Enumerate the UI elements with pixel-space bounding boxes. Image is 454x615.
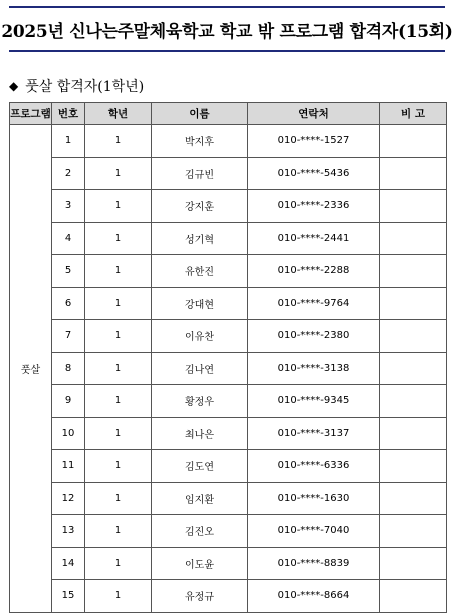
roster-table bbox=[9, 102, 447, 613]
grade-cell: 1 bbox=[85, 417, 152, 450]
note-cell bbox=[380, 320, 447, 353]
grade-cell: 1 bbox=[85, 222, 152, 255]
table-row bbox=[10, 482, 447, 515]
grade-cell: 1 bbox=[85, 515, 152, 548]
contact-cell: 010-****-1527 bbox=[248, 125, 380, 158]
column-header-contact: 연락처 bbox=[248, 103, 380, 125]
note-cell bbox=[380, 352, 447, 385]
table-row bbox=[10, 385, 447, 418]
note-cell bbox=[380, 482, 447, 515]
number-cell: 2 bbox=[52, 157, 85, 190]
note-cell bbox=[380, 547, 447, 580]
number-cell: 3 bbox=[52, 190, 85, 223]
name-cell: 김도연 bbox=[152, 450, 248, 483]
contact-cell: 010-****-9345 bbox=[248, 385, 380, 418]
table-row bbox=[10, 222, 447, 255]
column-header-program: 프로그램 bbox=[10, 103, 52, 125]
grade-cell: 1 bbox=[85, 125, 152, 158]
grade-cell: 1 bbox=[85, 287, 152, 320]
name-cell: 김규빈 bbox=[152, 157, 248, 190]
contact-cell: 010-****-3138 bbox=[248, 352, 380, 385]
name-cell: 이도윤 bbox=[152, 547, 248, 580]
name-cell: 김진오 bbox=[152, 515, 248, 548]
contact-cell: 010-****-6336 bbox=[248, 450, 380, 483]
page-title: 2025년 신나는주말체육학교 학교 밖 프로그램 합격자(15회) bbox=[1, 21, 453, 42]
name-cell: 임지환 bbox=[152, 482, 248, 515]
name-cell: 강대현 bbox=[152, 287, 248, 320]
number-cell: 6 bbox=[52, 287, 85, 320]
table-row bbox=[10, 417, 447, 450]
grade-cell: 1 bbox=[85, 157, 152, 190]
note-cell bbox=[380, 125, 447, 158]
number-cell: 5 bbox=[52, 255, 85, 288]
title-banner bbox=[1, 6, 453, 52]
grade-cell: 1 bbox=[85, 352, 152, 385]
column-header-number: 번호 bbox=[52, 103, 85, 125]
note-cell bbox=[380, 450, 447, 483]
number-cell: 12 bbox=[52, 482, 85, 515]
number-cell: 9 bbox=[52, 385, 85, 418]
contact-cell: 010-****-9764 bbox=[248, 287, 380, 320]
contact-cell: 010-****-1630 bbox=[248, 482, 380, 515]
grade-cell: 1 bbox=[85, 190, 152, 223]
contact-cell: 010-****-2288 bbox=[248, 255, 380, 288]
contact-cell: 010-****-3137 bbox=[248, 417, 380, 450]
section-title: 풋살 합격자(1학년) bbox=[25, 79, 145, 95]
name-cell: 박지후 bbox=[152, 125, 248, 158]
grade-cell: 1 bbox=[85, 547, 152, 580]
table-row bbox=[10, 255, 447, 288]
table-row bbox=[10, 352, 447, 385]
name-cell: 강지훈 bbox=[152, 190, 248, 223]
diamond-bullet-icon: ◆ bbox=[9, 79, 19, 93]
note-cell bbox=[380, 417, 447, 450]
program-cell: 풋살 bbox=[10, 125, 52, 613]
contact-cell: 010-****-7040 bbox=[248, 515, 380, 548]
table-header-row bbox=[10, 103, 447, 125]
table-row bbox=[10, 287, 447, 320]
table-row bbox=[10, 580, 447, 613]
number-cell: 15 bbox=[52, 580, 85, 613]
note-cell bbox=[380, 222, 447, 255]
grade-cell: 1 bbox=[85, 482, 152, 515]
contact-cell: 010-****-8664 bbox=[248, 580, 380, 613]
number-cell: 10 bbox=[52, 417, 85, 450]
grade-cell: 1 bbox=[85, 450, 152, 483]
note-cell bbox=[380, 515, 447, 548]
contact-cell: 010-****-5436 bbox=[248, 157, 380, 190]
note-cell bbox=[380, 255, 447, 288]
contact-cell: 010-****-2380 bbox=[248, 320, 380, 353]
column-header-name: 이름 bbox=[152, 103, 248, 125]
name-cell: 황정우 bbox=[152, 385, 248, 418]
number-cell: 14 bbox=[52, 547, 85, 580]
grade-cell: 1 bbox=[85, 385, 152, 418]
name-cell: 김나연 bbox=[152, 352, 248, 385]
number-cell: 1 bbox=[52, 125, 85, 158]
contact-cell: 010-****-2441 bbox=[248, 222, 380, 255]
table-row bbox=[10, 320, 447, 353]
table-body bbox=[10, 125, 447, 613]
section-heading bbox=[9, 76, 144, 96]
name-cell: 이유찬 bbox=[152, 320, 248, 353]
number-cell: 13 bbox=[52, 515, 85, 548]
number-cell: 4 bbox=[52, 222, 85, 255]
name-cell: 성기혁 bbox=[152, 222, 248, 255]
note-cell bbox=[380, 580, 447, 613]
grade-cell: 1 bbox=[85, 320, 152, 353]
table-row bbox=[10, 190, 447, 223]
table-row bbox=[10, 515, 447, 548]
note-cell bbox=[380, 385, 447, 418]
name-cell: 유정규 bbox=[152, 580, 248, 613]
column-header-note: 비 고 bbox=[380, 103, 447, 125]
number-cell: 7 bbox=[52, 320, 85, 353]
table-row bbox=[10, 157, 447, 190]
contact-cell: 010-****-2336 bbox=[248, 190, 380, 223]
name-cell: 유한진 bbox=[152, 255, 248, 288]
column-header-grade: 학년 bbox=[85, 103, 152, 125]
table-row bbox=[10, 450, 447, 483]
contact-cell: 010-****-8839 bbox=[248, 547, 380, 580]
number-cell: 8 bbox=[52, 352, 85, 385]
note-cell bbox=[380, 157, 447, 190]
name-cell: 최나은 bbox=[152, 417, 248, 450]
table-row bbox=[10, 125, 447, 158]
grade-cell: 1 bbox=[85, 580, 152, 613]
table-row bbox=[10, 547, 447, 580]
grade-cell: 1 bbox=[85, 255, 152, 288]
note-cell bbox=[380, 287, 447, 320]
note-cell bbox=[380, 190, 447, 223]
number-cell: 11 bbox=[52, 450, 85, 483]
